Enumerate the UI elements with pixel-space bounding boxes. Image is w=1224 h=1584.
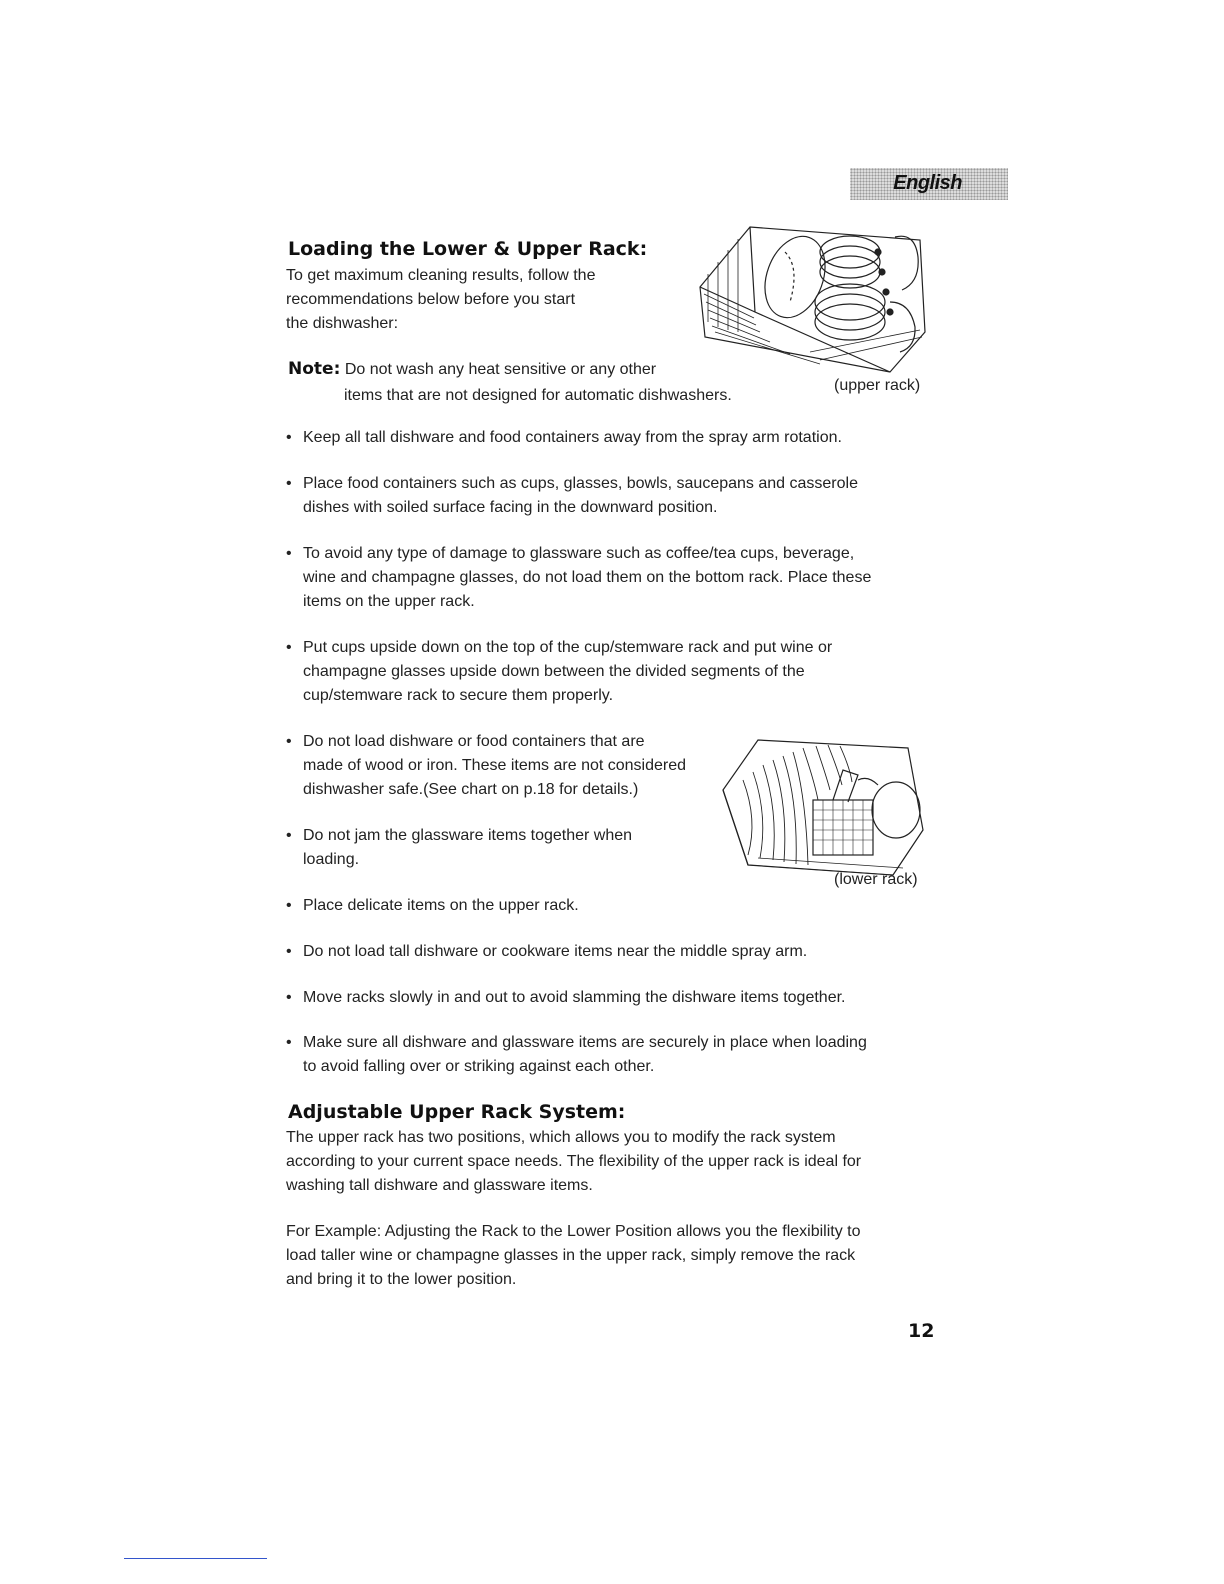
intro-line: To get maximum cleaning results, follow the <box>286 267 596 284</box>
note-continuation: items that are not designed for automatic dishwashers. <box>344 387 732 404</box>
intro-line: the dishwasher: <box>286 315 399 332</box>
list-item: • Put cups upside down on the top of the cup/stemware rack and put wine or champagne glasses upside down between the divided segments of the cup/stemware rack to secure them properly. <box>286 636 832 708</box>
adjustable-paragraph-1: The upper rack has two positions, which allows you to modify the rack system according to your current space needs. The flexibility of the upper rack is ideal for washing tall dishware and glassware items. <box>286 1129 862 1194</box>
page-number: 12 <box>908 1320 935 1342</box>
list-item: • Place delicate items on the upper rack. <box>286 894 579 918</box>
list-item: • Keep all tall dishware and food containers away from the spray arm rotation. <box>286 426 842 450</box>
list-item: • Place food containers such as cups, glasses, bowls, saucepans and casserole dishes with soiled surface facing in the downward position. <box>286 472 858 520</box>
upper-rack-caption: (upper rack) <box>834 377 921 394</box>
intro-line: recommendations below before you start <box>286 291 576 308</box>
note-paragraph <box>288 357 656 382</box>
list-item: • Do not jam the glassware items together when loading. <box>286 824 632 872</box>
lower-rack-caption: (lower rack) <box>834 871 918 888</box>
list-item: • Make sure all dishware and glassware items are securely in place when loading to avoid falling over or striking against each other. <box>286 1031 867 1079</box>
lower-rack-illustration <box>718 730 928 878</box>
adjustable-paragraph-2: For Example: Adjusting the Rack to the Lower Position allows you the flexibility to load taller wine or champagne glasses in the upper rack, simply remove the rack and bring it to the lower position. <box>286 1223 861 1288</box>
section-heading-adjustable: Adjustable Upper Rack System: <box>288 1101 626 1123</box>
list-item: • To avoid any type of damage to glassware such as coffee/tea cups, beverage, wine and champagne glasses, do not load them on the bottom rack. Place these items on the upper rack. <box>286 542 871 614</box>
list-item: • Move racks slowly in and out to avoid slamming the dishware items together. <box>286 986 845 1010</box>
upper-rack-illustration <box>690 212 935 376</box>
language-tab <box>850 168 1008 200</box>
note-line: Do not wash any heat sensitive or any other <box>344 361 657 378</box>
section-heading-loading: Loading the Lower & Upper Rack: <box>288 238 648 260</box>
list-item: • Do not load dishware or food containers that are made of wood or iron. These items are not considered dishwasher safe.(See chart on p.18 for details.) <box>286 730 686 802</box>
list-item: • Do not load tall dishware or cookware items near the middle spray arm. <box>286 940 807 964</box>
intro-paragraph <box>286 264 595 336</box>
note-label: Note: <box>288 359 341 379</box>
footer-rule <box>124 1558 267 1559</box>
language-label: English <box>893 172 962 194</box>
